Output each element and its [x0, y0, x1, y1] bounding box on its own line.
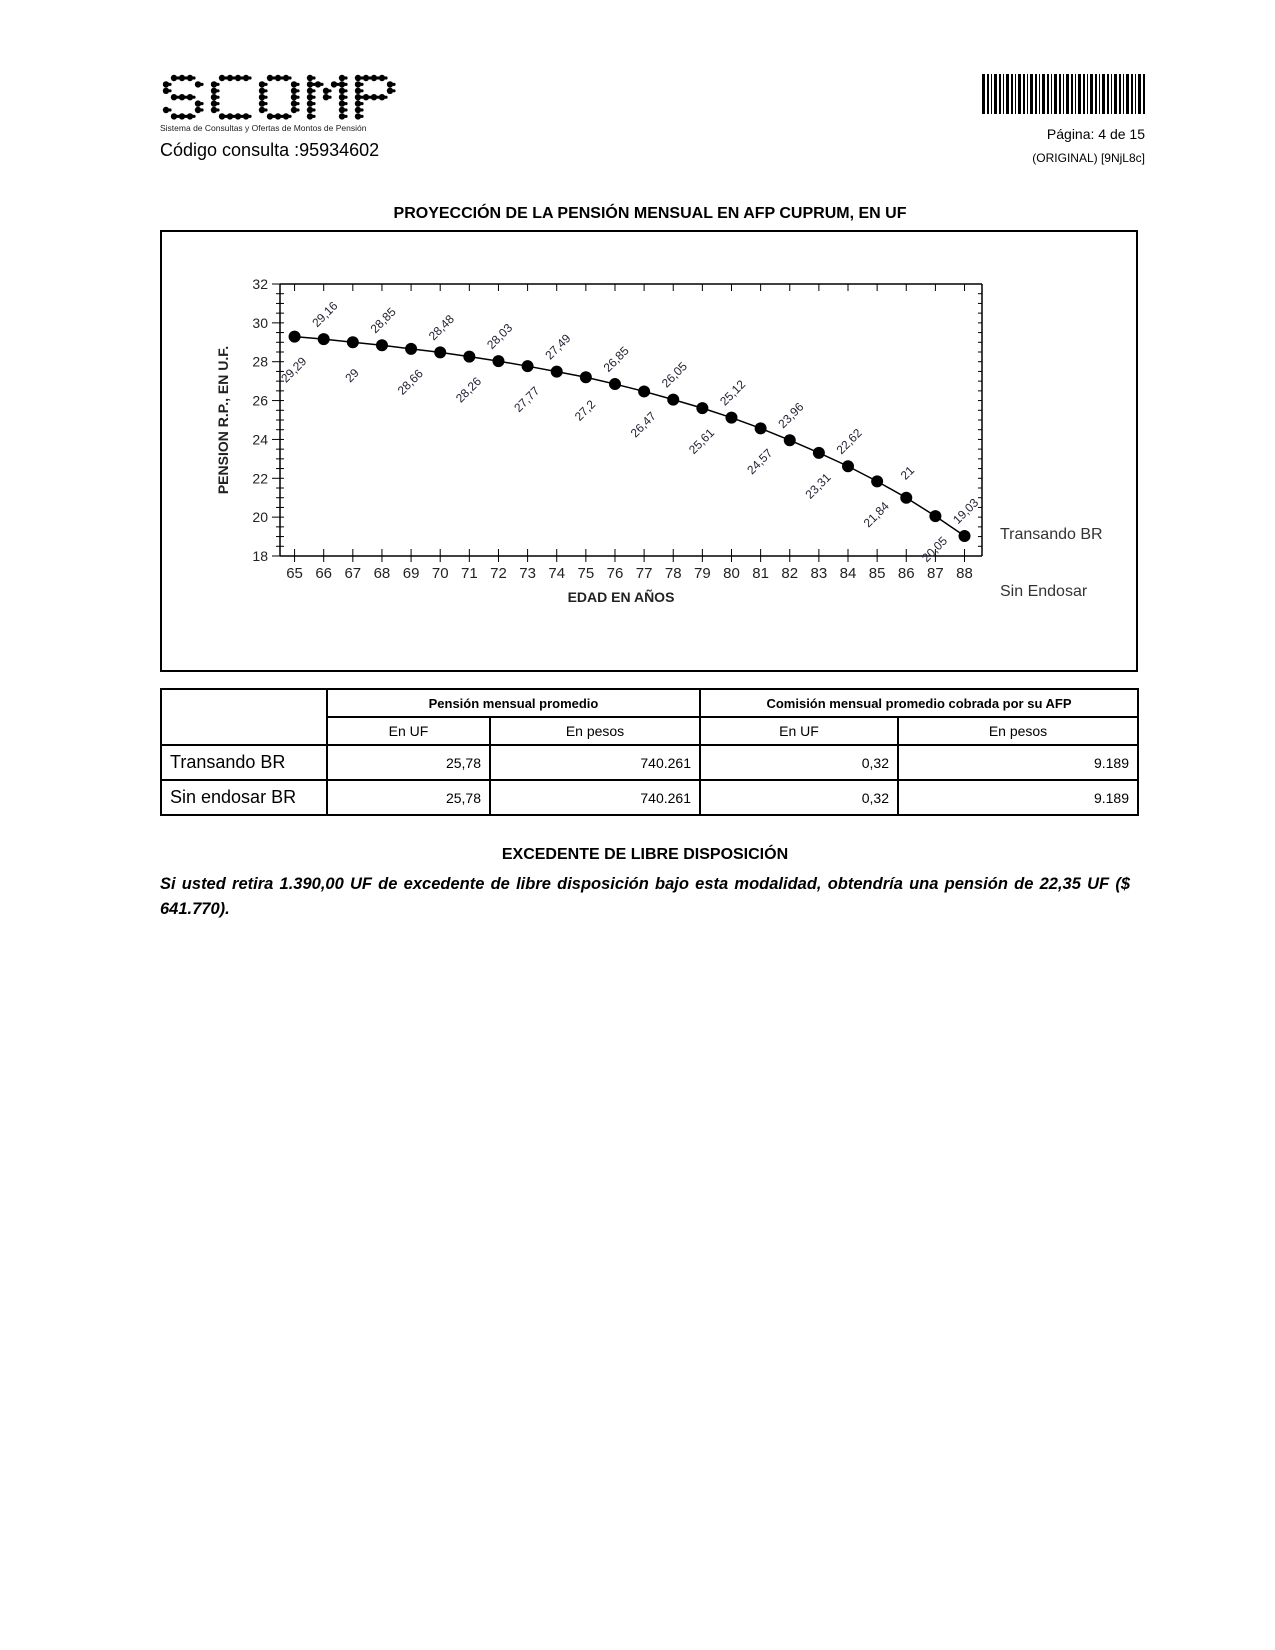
barcode-bar	[1135, 74, 1136, 114]
data-point	[667, 394, 679, 406]
logo-dot	[312, 115, 315, 118]
logo-dot	[323, 88, 329, 94]
data-label: 21,84	[860, 498, 892, 531]
logo-dot	[179, 113, 185, 119]
logo-dot	[192, 76, 195, 79]
logo-dot	[235, 75, 241, 81]
logo-dot	[307, 107, 313, 113]
logo-dot	[267, 75, 273, 81]
cell-pension-uf: 25,78	[327, 745, 490, 780]
logo-dot	[264, 102, 267, 105]
barcode-bar	[991, 74, 992, 114]
barcode-bar	[1107, 74, 1109, 114]
barcode	[982, 74, 1146, 114]
data-point	[492, 355, 504, 367]
logo-dot	[379, 75, 385, 81]
barcode-bar	[1027, 74, 1028, 114]
barcode-bar	[1083, 74, 1085, 114]
data-point	[725, 412, 737, 424]
logo-dot	[312, 89, 315, 92]
barcode-bar	[1063, 74, 1064, 114]
logo-dot	[344, 102, 347, 105]
logo-dot	[216, 96, 219, 99]
logo-dot	[219, 75, 225, 81]
logo-dot	[344, 115, 347, 118]
logo-dot	[315, 81, 321, 87]
legend-item: Transando BR	[1000, 526, 1103, 543]
data-point	[638, 385, 650, 397]
barcode-bar	[1035, 74, 1037, 114]
y-tick-label: 22	[252, 470, 268, 487]
logo-dot	[248, 115, 251, 118]
table-row	[161, 745, 1138, 780]
logo-dot	[211, 107, 217, 113]
barcode-bar	[1054, 74, 1057, 114]
y-tick-label: 18	[252, 548, 268, 564]
logo-dot	[296, 108, 299, 111]
x-tick-label: 69	[402, 565, 420, 582]
logo-dot	[291, 94, 297, 100]
y-tick-label: 32	[252, 276, 268, 292]
data-label: 29,29	[278, 354, 310, 386]
data-point	[551, 366, 563, 378]
y-tick-label: 28	[252, 353, 268, 370]
barcode-bar	[1051, 74, 1052, 114]
logo-dot	[371, 75, 377, 81]
cell-comision-pesos: 9.189	[898, 745, 1138, 780]
logo-dot	[355, 88, 361, 94]
logo-dot	[243, 75, 249, 81]
logo-dot	[291, 88, 297, 94]
data-label: 28,48	[425, 311, 457, 344]
data-label: 20,05	[918, 533, 951, 565]
logo-dot	[360, 83, 363, 86]
x-tick-label: 78	[664, 565, 682, 582]
x-tick-label: 75	[577, 565, 595, 582]
pension-chart	[162, 232, 1136, 670]
logo-dot	[291, 81, 297, 87]
logo-dot	[328, 89, 331, 92]
logo-dot	[264, 96, 267, 99]
barcode-bar	[1011, 74, 1013, 114]
data-point	[900, 492, 912, 504]
logo-dot	[307, 81, 313, 87]
logo-dot	[216, 102, 219, 105]
logo-dot	[320, 83, 323, 86]
barcode-bar	[1111, 74, 1112, 114]
x-tick-label: 82	[781, 565, 799, 582]
logo-dot	[211, 100, 217, 106]
x-tick-label: 73	[519, 565, 536, 582]
logo-dot	[360, 115, 363, 118]
logo-dot	[195, 107, 201, 113]
data-label: 23,31	[802, 470, 834, 502]
logo-dot	[179, 94, 185, 100]
logo-dot	[288, 76, 291, 79]
logo-dot	[387, 81, 393, 87]
logo-dot	[312, 108, 315, 111]
logo-dot	[339, 100, 345, 106]
logo-dot	[216, 83, 219, 86]
barcode-bar	[1006, 74, 1009, 114]
logo-dot	[288, 115, 291, 118]
barcode-bar	[1075, 74, 1076, 114]
data-label: 29	[342, 365, 362, 386]
x-tick-label: 66	[315, 565, 333, 582]
x-tick-label: 79	[694, 565, 711, 582]
cell-comision-uf: 0,32	[700, 745, 898, 780]
x-tick-label: 77	[635, 565, 653, 582]
barcode-bar	[1071, 74, 1073, 114]
logo-dot	[344, 89, 347, 92]
data-point	[609, 378, 621, 390]
subheader-pension-uf: En UF	[327, 717, 490, 745]
logo-dot	[312, 76, 315, 79]
logo-dot	[243, 113, 249, 119]
codigo-consulta: Código consulta :95934602	[160, 140, 380, 160]
logo-dot	[355, 81, 361, 87]
legend-item: Sin Endosar	[1000, 583, 1088, 600]
data-point	[289, 331, 301, 343]
logo-dot	[339, 75, 345, 81]
row-label: Transando BR	[161, 745, 327, 780]
barcode-bar	[982, 74, 985, 114]
summary-table	[160, 688, 1139, 816]
data-point	[376, 339, 388, 351]
x-tick-label: 67	[344, 565, 362, 582]
cell-comision-uf: 0,32	[700, 780, 898, 815]
logo-dot	[339, 107, 345, 113]
logo-dot	[259, 81, 265, 87]
barcode-bar	[1023, 74, 1025, 114]
data-label: 24,57	[744, 445, 776, 478]
logo-dot	[387, 88, 393, 94]
x-tick-label: 83	[810, 565, 828, 582]
logo-dot	[195, 100, 201, 106]
logo-dot	[296, 96, 299, 99]
logo-dot	[171, 94, 177, 100]
data-point	[434, 346, 446, 358]
logo-dot	[344, 83, 347, 86]
cell-pension-uf: 25,78	[327, 780, 490, 815]
header-comision: Comisión mensual promedio cobrada por su AFP	[700, 689, 1138, 717]
logo-dot	[168, 83, 171, 86]
logo-dot	[163, 107, 169, 113]
logo-dot	[171, 75, 177, 81]
data-label: 29,16	[309, 298, 341, 330]
data-label: 19,03	[950, 495, 982, 527]
logo-dot	[264, 89, 267, 92]
data-label: 27,77	[511, 383, 543, 415]
x-axis-label: EDAD EN AÑOS	[567, 589, 675, 605]
barcode-bar	[1003, 74, 1004, 114]
data-label: 28,85	[367, 304, 399, 336]
barcode-bar	[1042, 74, 1045, 114]
x-tick-label: 72	[490, 565, 507, 582]
logo-dot	[200, 108, 203, 111]
x-tick-label: 81	[752, 565, 769, 582]
table-group-header-row	[161, 689, 1138, 717]
logo-dot	[163, 88, 169, 94]
excedente-text: Si usted retira 1.390,00 UF de excedente de libre disposición bajo esta modalidad, obtendría una pensión de 22,35 UF ($ 641.770).	[160, 875, 1130, 918]
logo-dot	[291, 107, 297, 113]
barcode-bar	[1030, 74, 1033, 114]
data-label: 27,2	[571, 397, 599, 424]
logo-dot	[216, 89, 219, 92]
document-code: (ORIGINAL) [9NjL8c]	[1032, 151, 1145, 165]
logo-dot	[275, 113, 281, 119]
x-tick-label: 71	[460, 565, 478, 582]
logo-dot	[339, 81, 345, 87]
logo-dot	[192, 96, 195, 99]
logo-dot	[264, 83, 267, 86]
barcode-bar	[1119, 74, 1121, 114]
y-tick-label: 26	[252, 392, 268, 409]
subheader-comision-uf: En UF	[700, 717, 898, 745]
logo-dot	[307, 94, 313, 100]
barcode-bar	[987, 74, 989, 114]
logo-dot	[363, 94, 369, 100]
logo-dot	[360, 102, 363, 105]
logo-dot	[291, 100, 297, 106]
chart-title: PROYECCIÓN DE LA PENSIÓN MENSUAL EN AFP CUPRUM, EN UF	[393, 205, 907, 222]
x-tick-label: 84	[839, 565, 857, 582]
logo-dot	[187, 94, 193, 100]
logo-dot	[227, 75, 233, 81]
logo-dot	[371, 94, 377, 100]
barcode-bar	[1138, 74, 1141, 114]
logo-dot	[307, 100, 313, 106]
logo-dot	[168, 108, 171, 111]
logo-dot	[264, 108, 267, 111]
header-pension: Pensión mensual promedio	[327, 689, 700, 717]
logo-subtitle: Sistema de Consultas y Ofertas de Montos de Pensión	[160, 123, 367, 133]
logo-dot	[168, 89, 171, 92]
logo-dot	[355, 75, 361, 81]
logo-dot	[344, 108, 347, 111]
barcode-bar	[994, 74, 997, 114]
logo-dot	[195, 81, 201, 87]
data-point	[755, 422, 767, 434]
logo-dot	[187, 113, 193, 119]
y-tick-label: 24	[252, 431, 268, 448]
barcode-bar	[1114, 74, 1117, 114]
logo-dot	[312, 102, 315, 105]
logo-dot	[248, 76, 251, 79]
x-tick-label: 68	[373, 565, 391, 582]
data-point	[580, 371, 592, 383]
logo-dot	[275, 75, 281, 81]
x-tick-label: 88	[956, 565, 973, 582]
logo-dot	[200, 83, 203, 86]
empty-corner-cell	[161, 689, 327, 745]
x-tick-label: 87	[927, 565, 944, 582]
data-label: 28,66	[394, 366, 426, 398]
data-point	[959, 530, 971, 542]
barcode-bar	[1015, 74, 1016, 114]
barcode-bar	[1066, 74, 1069, 114]
data-point	[784, 434, 796, 446]
page-number: Página: 4 de 15	[1046, 126, 1145, 142]
data-label: 25,12	[717, 377, 749, 409]
barcode-bar	[999, 74, 1001, 114]
logo-dot	[171, 113, 177, 119]
logo-dot	[307, 88, 313, 94]
logo-dot	[235, 113, 241, 119]
barcode-bar	[1039, 74, 1040, 114]
y-tick-label: 30	[252, 314, 268, 331]
data-label: 28,03	[484, 320, 516, 352]
barcode-bar	[1123, 74, 1124, 114]
data-point	[813, 447, 825, 459]
logo-dot	[392, 89, 395, 92]
subheader-comision-pesos: En pesos	[898, 717, 1138, 745]
logo-dot	[360, 89, 363, 92]
barcode-bar	[1099, 74, 1100, 114]
data-label: 26,47	[627, 409, 659, 441]
cell-pension-pesos: 740.261	[490, 780, 700, 815]
data-label: 22,62	[833, 425, 865, 457]
logo-dot	[339, 88, 345, 94]
logo-dot	[323, 94, 329, 100]
logo-dot	[216, 108, 219, 111]
data-label: 27,49	[542, 331, 574, 363]
logo-dot	[227, 113, 233, 119]
data-label: 21	[897, 463, 918, 483]
logo-dot	[296, 89, 299, 92]
logo-dot	[344, 76, 347, 79]
data-label: 26,05	[658, 359, 690, 391]
logo-dot	[328, 96, 331, 99]
logo-dot	[283, 75, 289, 81]
row-label: Sin endosar BR	[161, 780, 327, 815]
barcode-bar	[1143, 74, 1145, 114]
logo-dot	[211, 88, 217, 94]
data-point	[871, 475, 883, 487]
logo-dot	[259, 107, 265, 113]
x-tick-label: 86	[897, 565, 915, 582]
logo-dot	[187, 75, 193, 81]
barcode-bar	[1131, 74, 1133, 114]
data-label: 26,85	[600, 343, 632, 375]
subheader-pension-pesos: En pesos	[490, 717, 700, 745]
logo-dot	[211, 81, 217, 87]
logo-dot	[259, 88, 265, 94]
logo-dot	[339, 94, 345, 100]
barcode-bar	[1059, 74, 1061, 114]
logo-dot	[267, 113, 273, 119]
data-point	[405, 343, 417, 355]
x-tick-label: 80	[723, 565, 740, 582]
logo-dot	[179, 75, 185, 81]
logo-dot	[211, 94, 217, 100]
data-point	[347, 336, 359, 348]
logo-dot	[344, 96, 347, 99]
logo-dot	[312, 96, 315, 99]
data-point	[463, 351, 475, 363]
table-row	[161, 780, 1138, 815]
scomp-logo	[160, 74, 400, 130]
logo-dot	[296, 83, 299, 86]
logo-dot	[163, 81, 169, 87]
logo-dot	[307, 75, 313, 81]
cell-comision-pesos: 9.189	[898, 780, 1138, 815]
logo-dot	[355, 113, 361, 119]
data-label: 28,26	[452, 374, 485, 406]
x-tick-label: 85	[868, 565, 886, 582]
barcode-bar	[1102, 74, 1105, 114]
barcode-bar	[1095, 74, 1097, 114]
y-tick-label: 20	[252, 509, 268, 526]
logo-dot	[392, 83, 395, 86]
data-point	[318, 333, 330, 345]
data-point	[842, 460, 854, 472]
barcode-bar	[1078, 74, 1081, 114]
logo-dot	[360, 108, 363, 111]
x-tick-label: 65	[286, 565, 303, 582]
logo-dot	[296, 102, 299, 105]
data-point	[522, 360, 534, 372]
logo-dot	[200, 102, 203, 105]
logo-dot	[355, 94, 361, 100]
data-label: 25,61	[685, 425, 718, 457]
logo-dot	[307, 113, 313, 119]
excedente-title: EXCEDENTE DE LIBRE DISPOSICIÓN	[501, 846, 789, 863]
logo-dot	[259, 94, 265, 100]
y-axis-label: PENSION R.P., EN U.F.	[215, 345, 231, 495]
cell-pension-pesos: 740.261	[490, 745, 700, 780]
barcode-bar	[1090, 74, 1093, 114]
logo-dot	[379, 94, 385, 100]
chart-frame	[160, 230, 1138, 672]
x-tick-label: 70	[431, 565, 449, 582]
logo-dot	[219, 113, 225, 119]
logo-dot	[363, 75, 369, 81]
logo-dot	[384, 76, 387, 79]
logo-dot	[355, 100, 361, 106]
logo-dot	[192, 115, 195, 118]
barcode-bar	[1087, 74, 1088, 114]
logo-dot	[355, 107, 361, 113]
logo-dot	[339, 113, 345, 119]
logo-dot	[259, 100, 265, 106]
logo-dot	[283, 113, 289, 119]
data-label: 23,96	[775, 399, 807, 431]
data-point	[929, 510, 941, 522]
logo-dot	[331, 81, 337, 87]
x-tick-label: 76	[606, 565, 624, 582]
barcode-bar	[1047, 74, 1049, 114]
data-point	[696, 402, 708, 414]
x-tick-label: 74	[548, 565, 566, 582]
logo-dot	[384, 96, 387, 99]
barcode-bar	[1126, 74, 1129, 114]
barcode-bar	[1018, 74, 1021, 114]
